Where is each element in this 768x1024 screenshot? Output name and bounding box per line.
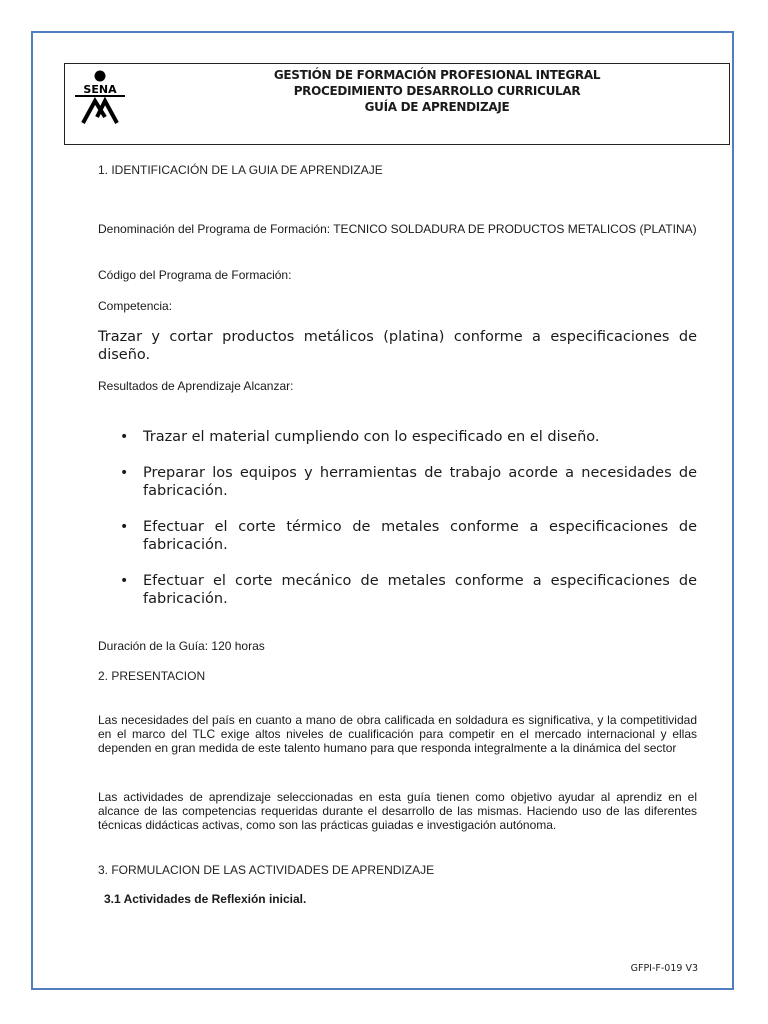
- sena-logo-icon: [71, 67, 129, 125]
- list-item: [98, 428, 697, 446]
- bullet-icon: •: [120, 519, 129, 535]
- section3-title: 3. FORMULACION DE LAS ACTIVIDADES DE APRENDIZAJE: [98, 863, 435, 877]
- program-code-label: Código del Programa de Formación:: [98, 268, 292, 282]
- header-title-line1: GESTIÓN DE FORMACIÓN PROFESIONAL INTEGRAL: [273, 68, 601, 82]
- presentation-paragraph-1: Las necesidades del país en cuanto a mano de obra calificada en soldadura es significativa, y la competitividad en el marco del TLC exige altos niveles de cualificación para competir en el mercado internacional y ellas dependen en gran medida de este talento humano para que responda integralmente a la dinámica del sector: [98, 713, 697, 755]
- section3-subtitle: 3.1 Actividades de Reflexión inicial.: [104, 892, 307, 906]
- list-item: [98, 464, 697, 500]
- outcome-text: Preparar los equipos y herramientas de trabajo acorde a necesidades de fabricación.: [143, 465, 697, 499]
- guide-duration: Duración de la Guía: 120 horas: [98, 639, 265, 653]
- program-name: Denominación del Programa de Formación: TECNICO SOLDADURA DE PRODUCTOS METALICOS (PLATINA): [98, 222, 697, 236]
- form-code: GFPI-F-019 V3: [630, 963, 698, 974]
- competence-text: Trazar y cortar productos metálicos (platina) conforme a especificaciones de diseño.: [98, 329, 697, 363]
- outcome-text: Efectuar el corte mecánico de metales conforme a especificaciones de fabricación.: [143, 573, 697, 607]
- bullet-icon: •: [120, 465, 129, 481]
- header-title-line2: PROCEDIMIENTO DESARROLLO CURRICULAR: [293, 84, 581, 98]
- bullet-icon: •: [120, 573, 129, 589]
- header-title-line3: GUÍA DE APRENDIZAJE: [364, 100, 510, 114]
- section1-title: 1. IDENTIFICACIÓN DE LA GUIA DE APRENDIZAJE: [98, 163, 383, 177]
- list-item: [98, 572, 697, 608]
- presentation-paragraph-2: Las actividades de aprendizaje seleccionadas en esta guía tienen como objetivo ayudar al aprendiz en el alcance de las competencias requeridas durante el desarrollo de las mismas. Haciendo uso de las diferentes técnicas didácticas activas, como son las prácticas guiadas e investigación autónoma.: [98, 790, 697, 832]
- outcomes-list: [98, 428, 697, 608]
- bullet-icon: •: [120, 429, 129, 445]
- document-header: [64, 63, 730, 145]
- logo-text: SENA: [83, 83, 117, 96]
- competence-label: Competencia:: [98, 299, 173, 313]
- outcome-text: Efectuar el corte térmico de metales conforme a especificaciones de fabricación.: [143, 519, 697, 553]
- outcome-text: Trazar el material cumpliendo con lo especificado en el diseño.: [143, 429, 600, 445]
- section2-title: 2. PRESENTACION: [98, 669, 206, 683]
- outcomes-label: Resultados de Aprendizaje Alcanzar:: [98, 379, 294, 393]
- list-item: [98, 518, 697, 554]
